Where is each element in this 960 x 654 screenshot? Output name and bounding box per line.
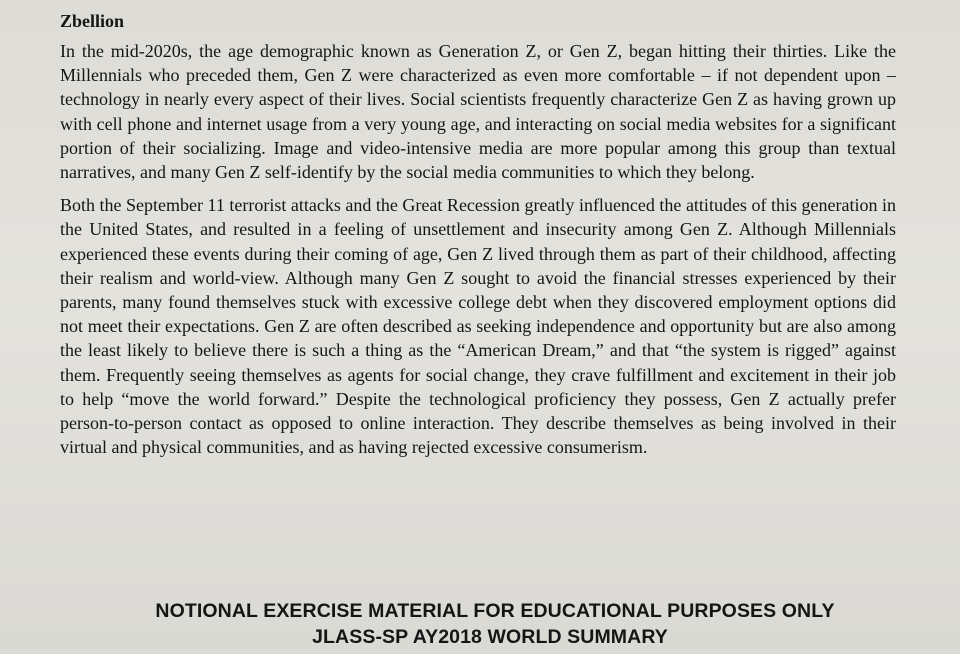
footer-line-1: NOTIONAL EXERCISE MATERIAL FOR EDUCATIONAL PURPOSES ONLY [155, 600, 835, 622]
section-heading: Zbellion [60, 11, 125, 31]
footer-notice [0, 598, 960, 650]
footer-line-2: JLASS-SP AY2018 WORLD SUMMARY [312, 626, 668, 648]
document-body [60, 9, 896, 468]
paragraph-1: In the mid-2020s, the age demographic known as Generation Z, or Gen Z, began hitting their thirties. Like the Millennials who preceded them, Gen Z were characterized as even more comfortable – if not dependent upon – technology in nearly every aspect of their lives. Social scientists frequently characterize Gen Z as having grown up with cell phone and internet usage from a very young age, and interacting on social media websites for a significant portion of their socializing. Image and video-intensive media are more popular among this group than textual narratives, and many Gen Z self-identify by the social media communities to which they belong. [60, 41, 896, 183]
paragraph-2: Both the September 11 terrorist attacks and the Great Recession greatly influenced the attitudes of this generation in the United States, and resulted in a feeling of unsettlement and insecurity among Gen Z. Although Millennials experienced these events during their coming of age, Gen Z lived through them as part of their childhood, affecting their realism and world-view. Although many Gen Z sought to avoid the financial stresses experienced by their parents, many found themselves stuck with excessive college debt when they discovered employment options did not meet their expectations. Gen Z are often described as seeking independence and opportunity but are also among the least likely to believe there is such a thing as the “American Dream,” and that “the system is rigged” against them. Frequently seeing themselves as agents for social change, they crave fulfillment and excitement in their job to help “move the world forward.” Despite the technological proficiency they possess, Gen Z actually prefer person-to-person contact as opposed to online interaction. They describe themselves as being involved in their virtual and physical communities, and as having rejected excessive consumerism. [60, 195, 896, 458]
